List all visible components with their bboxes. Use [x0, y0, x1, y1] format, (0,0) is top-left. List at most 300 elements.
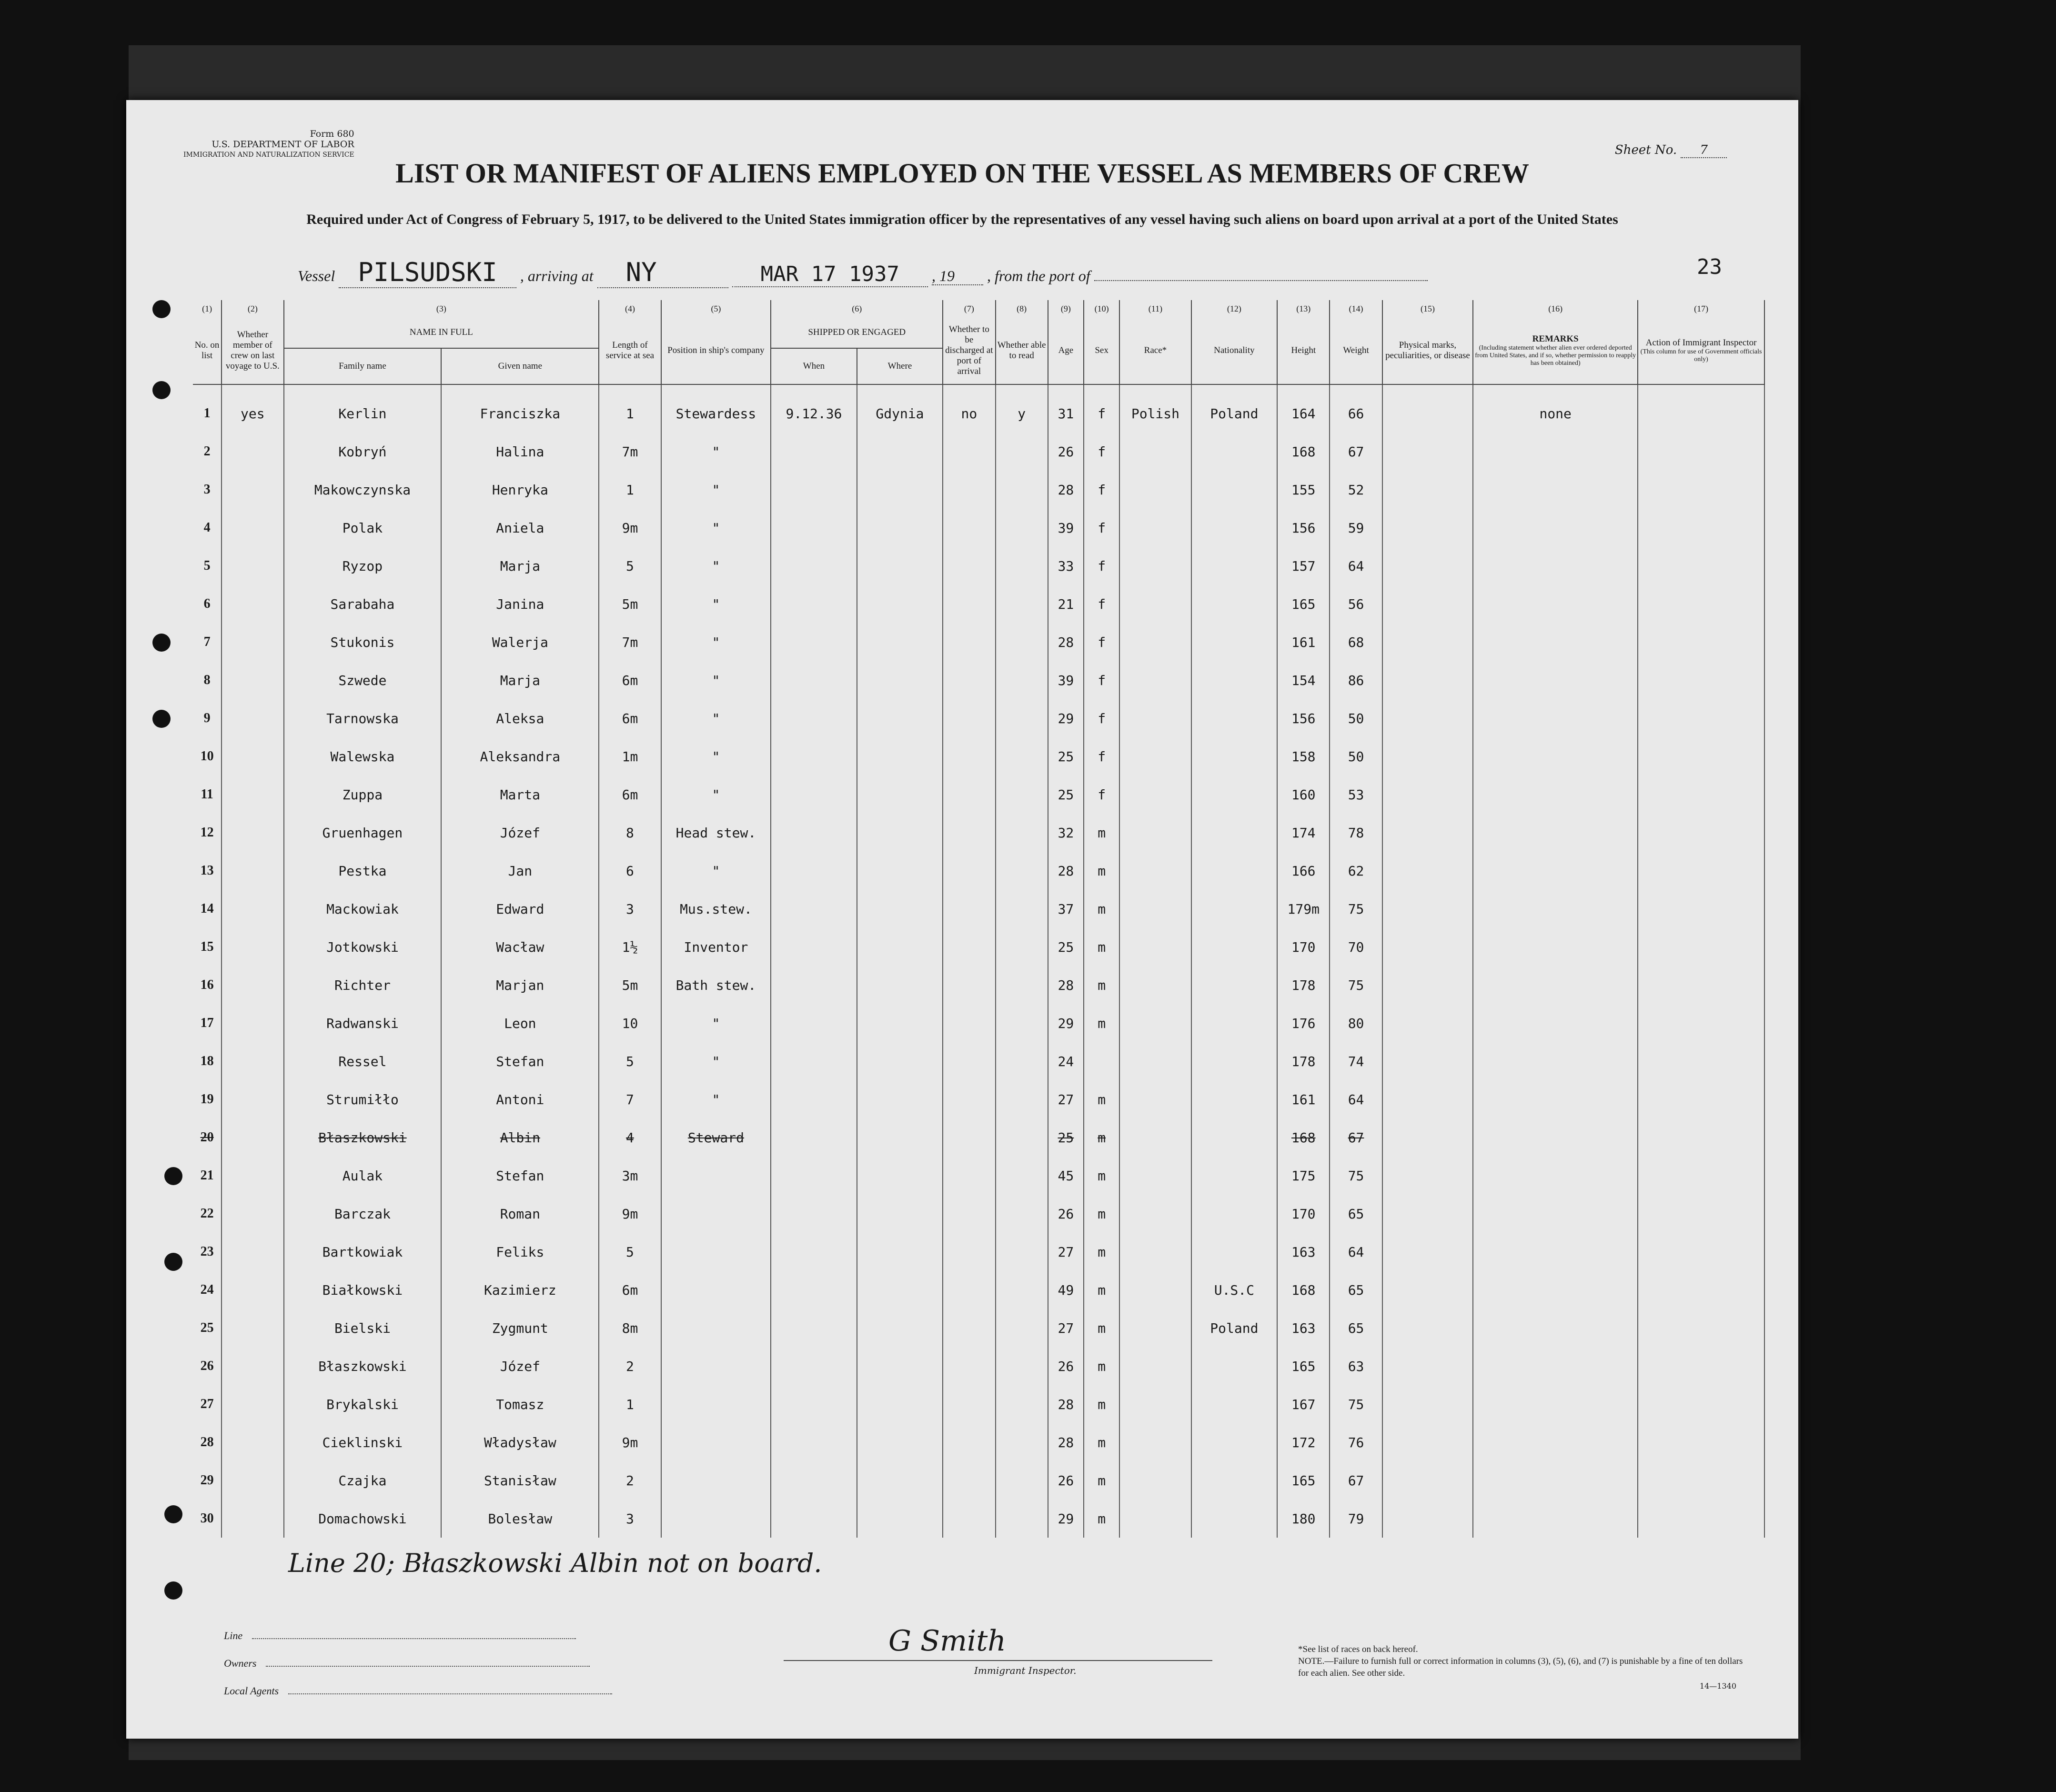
cell-when [771, 509, 857, 547]
cell-last [222, 1118, 283, 1157]
cell-age: 28 [1048, 1423, 1084, 1461]
footer-fields [224, 1622, 612, 1705]
cell-sex: f [1084, 384, 1119, 433]
form-identifier [183, 129, 354, 160]
cell-physical [1382, 471, 1473, 509]
cell-action [1638, 966, 1764, 1004]
cell-where [857, 1309, 943, 1347]
footnote-penalty: NOTE.—Failure to furnish full or correct information in columns (3), (5), (6), and (7) is punishable by a fine of ten dollars for each alien. See other side. [1298, 1656, 1743, 1678]
action-subtitle: (This column for use of Government officials only) [1640, 348, 1762, 363]
cell-nationality [1191, 737, 1277, 775]
cell-last [222, 1347, 283, 1385]
cell-no: 15 [193, 928, 222, 966]
cell-last [222, 699, 283, 737]
col-num: (14) [1330, 300, 1382, 317]
cell-position: " [661, 623, 771, 661]
col-num: (10) [1084, 300, 1119, 317]
cell-age: 29 [1048, 1004, 1084, 1042]
cell-age: 49 [1048, 1271, 1084, 1309]
cell-service: 3 [599, 1500, 661, 1538]
cell-when [771, 852, 857, 890]
cell-physical [1382, 966, 1473, 1004]
cell-discharged [943, 1500, 995, 1538]
cell-nationality [1191, 509, 1277, 547]
cell-position [661, 1233, 771, 1271]
cell-action [1638, 1271, 1764, 1309]
cell-sex: m [1084, 1500, 1119, 1538]
cell-sex: m [1084, 966, 1119, 1004]
col-num: (11) [1119, 300, 1191, 317]
cell-physical [1382, 623, 1473, 661]
cell-family: Błaszkowski [284, 1118, 442, 1157]
cell-when [771, 1271, 857, 1309]
cell-where [857, 1118, 943, 1157]
cell-family: Pestka [284, 852, 442, 890]
cell-sex: m [1084, 852, 1119, 890]
cell-discharged [943, 471, 995, 509]
port-label: , from the port of [987, 267, 1090, 284]
cell-when [771, 1195, 857, 1233]
cell-remarks [1473, 1157, 1638, 1195]
cell-no: 24 [193, 1271, 222, 1309]
cell-read [996, 471, 1048, 509]
cell-family: Białkowski [284, 1271, 442, 1309]
port-value [1094, 280, 1428, 281]
cell-weight: 56 [1330, 585, 1382, 623]
cell-given: Roman [441, 1195, 599, 1233]
cell-when [771, 1347, 857, 1385]
table-row [193, 1042, 1764, 1080]
cell-weight: 65 [1330, 1195, 1382, 1233]
cell-age: 29 [1048, 699, 1084, 737]
cell-age: 25 [1048, 1118, 1084, 1157]
cell-given: Władysław [441, 1423, 599, 1461]
cell-last [222, 1423, 283, 1461]
table-row [193, 966, 1764, 1004]
cell-position: Stewardess [661, 384, 771, 433]
cell-height: 156 [1277, 509, 1330, 547]
table-row [193, 775, 1764, 814]
punch-hole [164, 1581, 182, 1600]
cell-last [222, 1233, 283, 1271]
cell-given: Stefan [441, 1042, 599, 1080]
header-name-in-full: NAME IN FULL [284, 317, 599, 348]
cell-physical [1382, 1004, 1473, 1042]
punch-hole [152, 710, 171, 728]
cell-last [222, 509, 283, 547]
cell-where [857, 509, 943, 547]
cell-last [222, 1080, 283, 1118]
cell-nationality [1191, 547, 1277, 585]
cell-no: 28 [193, 1423, 222, 1461]
header-no-on-list: No. on list [193, 317, 222, 384]
cell-discharged [943, 1385, 995, 1423]
cell-discharged [943, 890, 995, 928]
cell-discharged [943, 661, 995, 699]
cell-no: 10 [193, 737, 222, 775]
cell-remarks [1473, 1423, 1638, 1461]
cell-action [1638, 623, 1764, 661]
cell-race [1119, 1042, 1191, 1080]
cell-sex: m [1084, 814, 1119, 852]
cell-last [222, 1157, 283, 1195]
cell-last [222, 1271, 283, 1309]
cell-remarks [1473, 699, 1638, 737]
cell-when [771, 890, 857, 928]
header-action [1638, 317, 1764, 384]
table-row [193, 852, 1764, 890]
cell-service: 7m [599, 433, 661, 471]
cell-read [996, 1347, 1048, 1385]
cell-race [1119, 585, 1191, 623]
cell-where [857, 471, 943, 509]
cell-age: 28 [1048, 852, 1084, 890]
table-row [193, 814, 1764, 852]
cell-position [661, 1309, 771, 1347]
cell-race [1119, 1423, 1191, 1461]
cell-last: yes [222, 384, 283, 433]
cell-service: 5 [599, 1042, 661, 1080]
header-given-name: Given name [441, 348, 599, 384]
cell-discharged [943, 775, 995, 814]
cell-age: 37 [1048, 890, 1084, 928]
cell-no: 17 [193, 1004, 222, 1042]
cell-nationality [1191, 890, 1277, 928]
cell-when [771, 1004, 857, 1042]
cell-remarks [1473, 928, 1638, 966]
cell-discharged [943, 585, 995, 623]
cell-last [222, 547, 283, 585]
cell-position [661, 1271, 771, 1309]
cell-action [1638, 1385, 1764, 1423]
cell-when [771, 1157, 857, 1195]
cell-action [1638, 1500, 1764, 1538]
cell-discharged [943, 1004, 995, 1042]
cell-service: 1 [599, 384, 661, 433]
header-physical: Physical marks, peculiarities, or disease [1382, 317, 1473, 384]
cell-where [857, 1042, 943, 1080]
cell-service: 3 [599, 890, 661, 928]
sheet-value: 7 [1681, 143, 1727, 158]
cell-when [771, 433, 857, 471]
cell-read [996, 1195, 1048, 1233]
cell-read: y [996, 384, 1048, 433]
cell-when [771, 966, 857, 1004]
cell-race [1119, 509, 1191, 547]
cell-read [996, 928, 1048, 966]
cell-given: Zygmunt [441, 1309, 599, 1347]
col-num: (4) [599, 300, 661, 317]
cell-sex [1084, 1042, 1119, 1080]
cell-last [222, 1195, 283, 1233]
cell-read [996, 1500, 1048, 1538]
cell-remarks [1473, 1195, 1638, 1233]
cell-no: 1 [193, 384, 222, 433]
cell-nationality: U.S.C [1191, 1271, 1277, 1309]
cell-remarks [1473, 1042, 1638, 1080]
footer-owners-field [224, 1650, 612, 1677]
cell-no: 22 [193, 1195, 222, 1233]
cell-sex: f [1084, 433, 1119, 471]
cell-action [1638, 433, 1764, 471]
col-num: (16) [1473, 300, 1638, 317]
table-row [193, 1004, 1764, 1042]
cell-no: 26 [193, 1347, 222, 1385]
cell-position: " [661, 775, 771, 814]
cell-read [996, 1385, 1048, 1423]
cell-height: 165 [1277, 1347, 1330, 1385]
cell-height: 160 [1277, 775, 1330, 814]
cell-given: Marja [441, 547, 599, 585]
cell-action [1638, 1080, 1764, 1118]
cell-physical [1382, 1423, 1473, 1461]
cell-action [1638, 1004, 1764, 1042]
cell-weight: 64 [1330, 1080, 1382, 1118]
cell-no: 8 [193, 661, 222, 699]
cell-family: Richter [284, 966, 442, 1004]
cell-family: Radwanski [284, 1004, 442, 1042]
cell-given: Marja [441, 661, 599, 699]
cell-action [1638, 509, 1764, 547]
cell-where [857, 585, 943, 623]
cell-nationality [1191, 1042, 1277, 1080]
cell-family: Jotkowski [284, 928, 442, 966]
cell-position: " [661, 471, 771, 509]
cell-weight: 75 [1330, 890, 1382, 928]
footer-agents-field [224, 1677, 612, 1705]
cell-nationality [1191, 1423, 1277, 1461]
cell-no: 21 [193, 1157, 222, 1195]
cell-service: 6m [599, 775, 661, 814]
table-row [193, 699, 1764, 737]
cell-given: Aleksandra [441, 737, 599, 775]
cell-given: Stefan [441, 1157, 599, 1195]
table-row [193, 1347, 1764, 1385]
cell-given: Marta [441, 775, 599, 814]
vessel-info [298, 257, 1428, 287]
cell-given: Aniela [441, 509, 599, 547]
header-length-service: Length of service at sea [599, 317, 661, 384]
cell-discharged [943, 1195, 995, 1233]
cell-sex: m [1084, 1347, 1119, 1385]
cell-where [857, 1233, 943, 1271]
cell-family: Błaszkowski [284, 1347, 442, 1385]
cell-last [222, 1042, 283, 1080]
cell-where [857, 1461, 943, 1500]
cell-no: 12 [193, 814, 222, 852]
cell-race [1119, 1385, 1191, 1423]
cell-height: 163 [1277, 1309, 1330, 1347]
cell-when [771, 471, 857, 509]
cell-service: 1 [599, 1385, 661, 1423]
table-row [193, 585, 1764, 623]
cell-given: Józef [441, 814, 599, 852]
cell-weight: 80 [1330, 1004, 1382, 1042]
cell-age: 33 [1048, 547, 1084, 585]
cell-physical [1382, 433, 1473, 471]
col-num: (17) [1638, 300, 1764, 317]
cell-race [1119, 699, 1191, 737]
cell-where [857, 1004, 943, 1042]
inspector-signature: G Smith [888, 1624, 1006, 1658]
cell-read [996, 1309, 1048, 1347]
cell-last [222, 890, 283, 928]
cell-action [1638, 1347, 1764, 1385]
cell-no: 18 [193, 1042, 222, 1080]
page-title: LIST OR MANIFEST OF ALIENS EMPLOYED ON THE VESSEL AS MEMBERS OF CREW [395, 158, 1529, 189]
cell-weight: 67 [1330, 1461, 1382, 1500]
cell-family: Stukonis [284, 623, 442, 661]
cell-where [857, 1271, 943, 1309]
form-code: 14—1340 [1699, 1681, 1736, 1691]
cell-discharged [943, 699, 995, 737]
cell-read [996, 661, 1048, 699]
cell-read [996, 1080, 1048, 1118]
cell-race [1119, 1500, 1191, 1538]
cell-given: Albin [441, 1118, 599, 1157]
cell-nationality [1191, 699, 1277, 737]
cell-service: 5m [599, 585, 661, 623]
cell-action [1638, 928, 1764, 966]
table-row [193, 1271, 1764, 1309]
inspector-label: Immigrant Inspector. [974, 1665, 1077, 1676]
cell-remarks [1473, 1118, 1638, 1157]
table-row [193, 1461, 1764, 1500]
cell-last [222, 623, 283, 661]
cell-where [857, 547, 943, 585]
header-where: Where [857, 348, 943, 384]
cell-physical [1382, 1347, 1473, 1385]
cell-no: 5 [193, 547, 222, 585]
cell-remarks [1473, 1271, 1638, 1309]
list-number: 23 [1697, 255, 1722, 279]
cell-where [857, 737, 943, 775]
header-age: Age [1048, 317, 1084, 384]
cell-position: Head stew. [661, 814, 771, 852]
cell-remarks [1473, 1347, 1638, 1385]
cell-action [1638, 737, 1764, 775]
cell-race [1119, 852, 1191, 890]
table-row [193, 1195, 1764, 1233]
cell-no: 27 [193, 1385, 222, 1423]
col-num: (8) [996, 300, 1048, 317]
sheet-number [1615, 143, 1727, 157]
cell-where [857, 928, 943, 966]
cell-discharged [943, 509, 995, 547]
cell-service: 2 [599, 1347, 661, 1385]
cell-no: 19 [193, 1080, 222, 1118]
header-remarks [1473, 317, 1638, 384]
cell-action [1638, 890, 1764, 928]
column-number-row [193, 300, 1764, 317]
cell-position: " [661, 852, 771, 890]
cell-weight: 66 [1330, 384, 1382, 433]
cell-service: 1½ [599, 928, 661, 966]
cell-given: Franciszka [441, 384, 599, 433]
cell-physical [1382, 1042, 1473, 1080]
header-row-1 [193, 317, 1764, 348]
cell-height: 156 [1277, 699, 1330, 737]
cell-service: 5 [599, 547, 661, 585]
cell-last [222, 585, 283, 623]
cell-family: Walewska [284, 737, 442, 775]
cell-height: 178 [1277, 966, 1330, 1004]
signature-rule [784, 1660, 1212, 1661]
cell-physical [1382, 1385, 1473, 1423]
cell-position: " [661, 1004, 771, 1042]
cell-family: Kobryń [284, 433, 442, 471]
punch-hole [164, 1505, 182, 1523]
cell-weight: 53 [1330, 775, 1382, 814]
remarks-subtitle: (Including statement whether alien ever ordered deported from United States, and if so, whether permission to reapply has been obtained) [1475, 344, 1636, 367]
line-rule [252, 1638, 576, 1639]
header-when: When [771, 348, 857, 384]
cell-given: Marjan [441, 966, 599, 1004]
cell-family: Makowczynska [284, 471, 442, 509]
cell-discharged [943, 1423, 995, 1461]
cell-physical [1382, 814, 1473, 852]
cell-height: 180 [1277, 1500, 1330, 1538]
cell-last [222, 814, 283, 852]
cell-family: Kerlin [284, 384, 442, 433]
header-discharged: Whether to be discharged at port of arrival [943, 317, 995, 384]
cell-position: " [661, 699, 771, 737]
cell-height: 158 [1277, 737, 1330, 775]
col-num: (2) [222, 300, 283, 317]
cell-sex: m [1084, 1080, 1119, 1118]
cell-age: 26 [1048, 433, 1084, 471]
cell-when [771, 699, 857, 737]
header-able-read: Whether able to read [996, 317, 1048, 384]
cell-height: 165 [1277, 585, 1330, 623]
cell-height: 165 [1277, 1461, 1330, 1500]
cell-position: " [661, 433, 771, 471]
cell-nationality [1191, 1461, 1277, 1500]
cell-race [1119, 737, 1191, 775]
cell-weight: 63 [1330, 1347, 1382, 1385]
cell-service: 9m [599, 509, 661, 547]
cell-family: Ryzop [284, 547, 442, 585]
cell-nationality: Poland [1191, 1309, 1277, 1347]
cell-physical [1382, 1157, 1473, 1195]
cell-given: Tomasz [441, 1385, 599, 1423]
header-sex: Sex [1084, 317, 1119, 384]
cell-discharged [943, 1347, 995, 1385]
cell-height: 178 [1277, 1042, 1330, 1080]
cell-race [1119, 471, 1191, 509]
cell-race [1119, 1157, 1191, 1195]
cell-physical [1382, 1461, 1473, 1500]
table-row [193, 1080, 1764, 1118]
cell-physical [1382, 1271, 1473, 1309]
cell-sex: m [1084, 1423, 1119, 1461]
cell-where [857, 890, 943, 928]
col-num: (3) [284, 300, 599, 317]
cell-race [1119, 661, 1191, 699]
cell-given: Kazimierz [441, 1271, 599, 1309]
cell-height: 161 [1277, 623, 1330, 661]
table-row [193, 471, 1764, 509]
vessel-name: PILSUDSKI [339, 257, 516, 288]
cell-nationality [1191, 966, 1277, 1004]
cell-last [222, 775, 283, 814]
cell-race [1119, 547, 1191, 585]
cell-height: 170 [1277, 928, 1330, 966]
cell-age: 45 [1048, 1157, 1084, 1195]
cell-no: 7 [193, 623, 222, 661]
cell-read [996, 814, 1048, 852]
cell-where [857, 623, 943, 661]
